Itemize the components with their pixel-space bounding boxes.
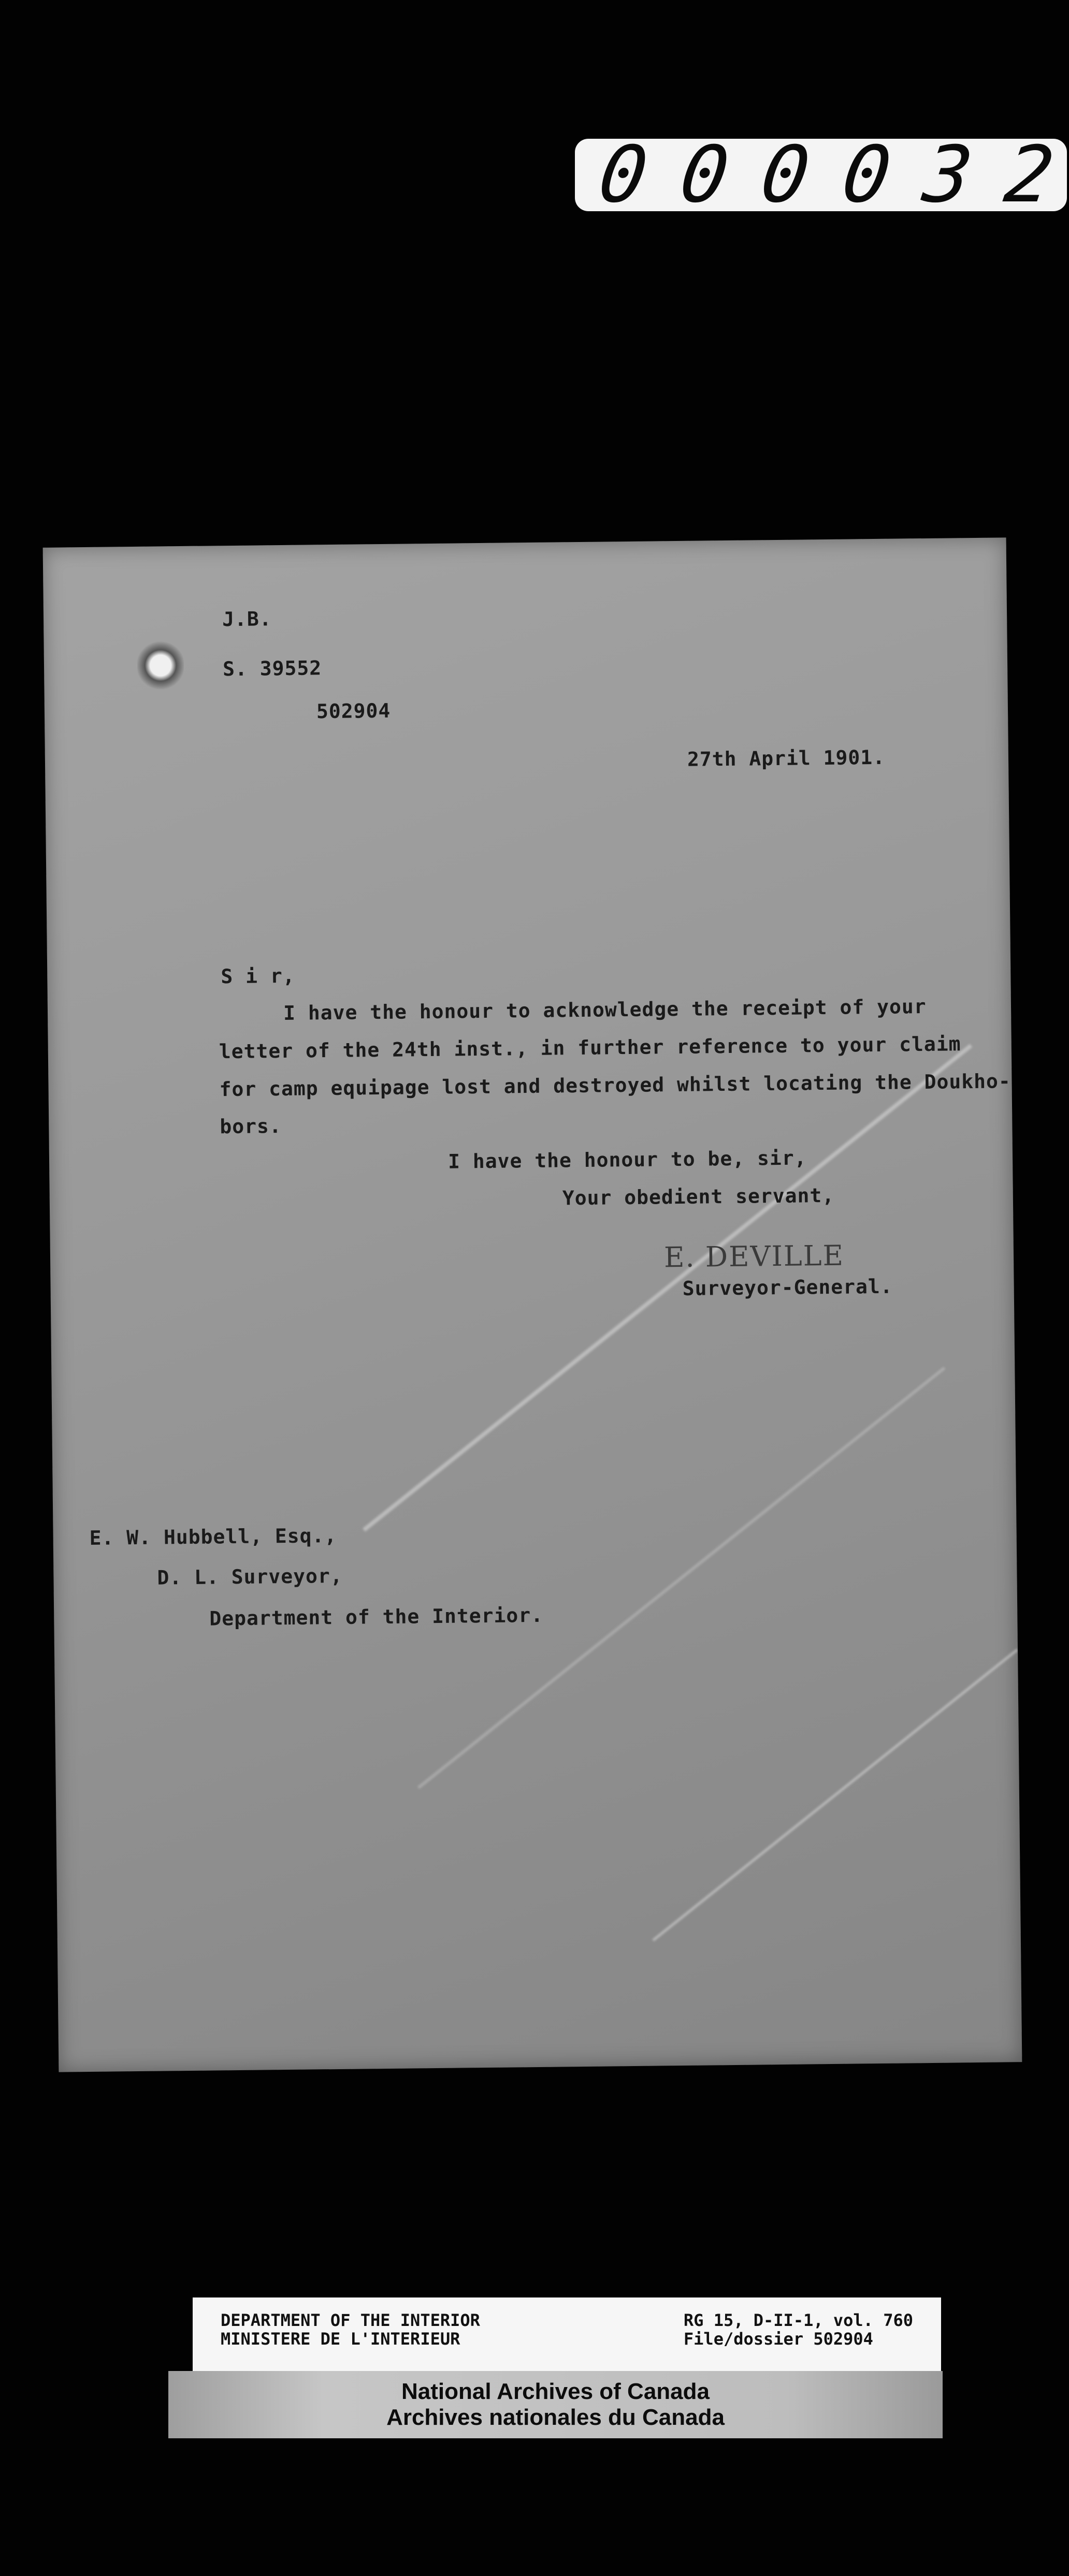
salutation: S i r, [221, 964, 295, 988]
frame-digit: 0 [674, 130, 734, 220]
file-reference: S. 39552 [222, 656, 322, 681]
closing-line: Your obedient servant, [562, 1183, 835, 1210]
record-group: RG 15, D-II-1, vol. 760 [683, 2310, 913, 2330]
archive-name-en: National Archives of Canada [401, 2379, 710, 2404]
letter-date: 27th April 1901. [687, 745, 886, 771]
reference-block [684, 2311, 913, 2364]
paper-stain [137, 639, 184, 692]
glare-streak [652, 1649, 1018, 1941]
body-line: letter of the 24th inst., in further reference to your claim [219, 1032, 961, 1063]
file-dossier: File/dossier 502904 [683, 2329, 873, 2349]
department-fr: MINISTERE DE L'INTERIEUR [221, 2329, 460, 2349]
frame-digit: 3 [918, 130, 978, 220]
body-line: I have the honour to acknowledge the receipt of your [283, 995, 927, 1025]
frame-digit: 0 [756, 130, 816, 220]
recipient-department: Department of the Interior. [209, 1603, 544, 1630]
archive-label-reference [193, 2297, 941, 2378]
signatory-title: Surveyor-General. [682, 1275, 893, 1300]
signature-stamp: E. DEVILLE [663, 1239, 845, 1274]
archive-label-name [168, 2371, 943, 2438]
closing-line: I have the honour to be, sir, [447, 1146, 807, 1173]
body-line: for camp equipage lost and destroyed whilst locating the Doukho- [219, 1070, 1011, 1101]
frame-digit: 0 [593, 130, 653, 220]
file-number: 502904 [316, 699, 391, 723]
department-en: DEPARTMENT OF THE INTERIOR [221, 2310, 480, 2330]
frame-digit: 0 [836, 130, 897, 220]
frame-number-plate [575, 130, 1067, 220]
body-line: bors. [220, 1115, 282, 1138]
initials: J.B. [222, 607, 272, 631]
recipient-name: E. W. Hubbell, Esq., [89, 1524, 337, 1549]
department-block [221, 2311, 480, 2364]
archive-name-fr: Archives nationales du Canada [386, 2405, 725, 2430]
recipient-title: D. L. Surveyor, [157, 1564, 343, 1589]
glare-streak [417, 1367, 946, 1789]
letter-page [43, 537, 1022, 2072]
frame-digit: 2 [999, 130, 1059, 220]
